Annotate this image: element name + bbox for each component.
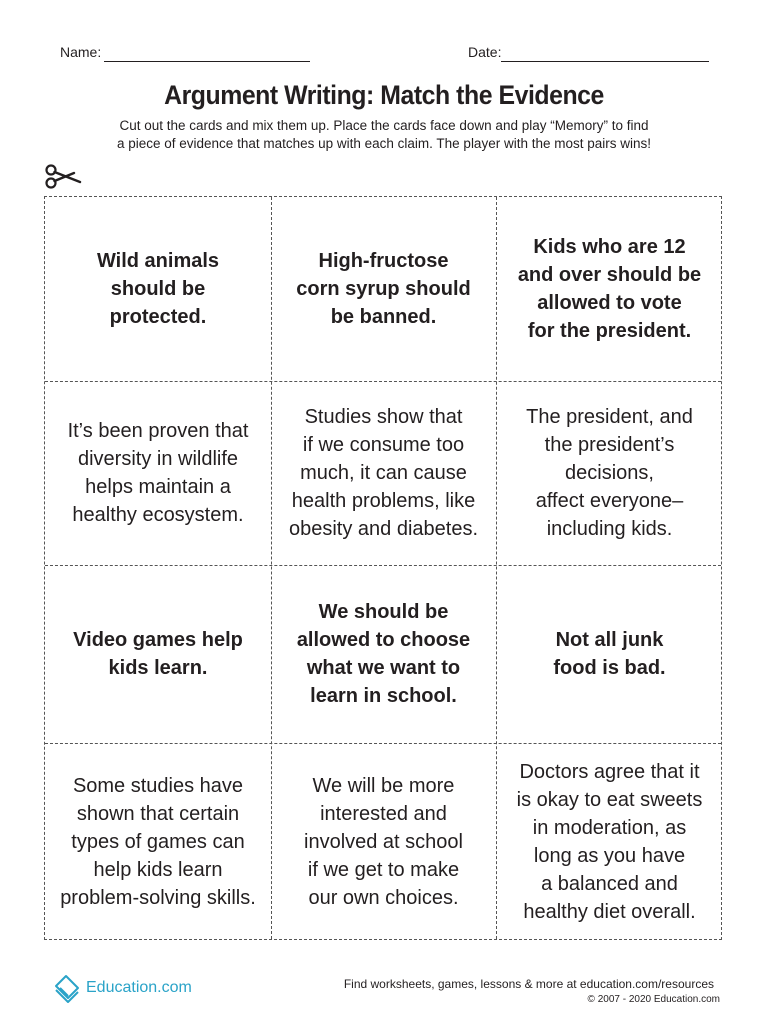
name-line[interactable] xyxy=(104,61,310,62)
education-logo-icon xyxy=(52,972,82,1004)
claim-card[interactable]: Not all junk food is bad. xyxy=(553,629,666,679)
card-grid xyxy=(44,196,722,940)
claim-card[interactable]: High-fructose corn syrup should be banned. xyxy=(296,250,471,328)
evidence-card[interactable]: It’s been proven that diversity in wildlife helps maintain a healthy ecosystem. xyxy=(67,420,249,526)
claim-card[interactable]: Kids who are 12 and over should be allowed to vote for the president. xyxy=(517,236,702,342)
name-label: Name: xyxy=(60,44,102,60)
date-label: Date: xyxy=(468,44,502,60)
instructions-line-2: a piece of evidence that matches up with each claim. The player with the most pairs wins! xyxy=(116,136,651,151)
evidence-card[interactable]: Some studies have shown that certain types of games can help kids learn problem-solving skills. xyxy=(60,775,256,909)
claim-card[interactable]: Wild animals should be protected. xyxy=(96,250,220,328)
instructions-line-1: Cut out the cards and mix them up. Place the cards face down and play “Memory” to find xyxy=(119,118,649,133)
evidence-card[interactable]: The president, and the president’s decisions, affect everyone– including kids. xyxy=(526,406,693,540)
worksheet-title: Argument Writing: Match the Evidence xyxy=(164,80,604,110)
logo-text: Education.com xyxy=(86,979,192,996)
date-line[interactable] xyxy=(501,61,709,62)
footer-copyright: © 2007 - 2020 Education.com xyxy=(587,994,720,1005)
claim-card[interactable]: We should be allowed to choose what we want to learn in school. xyxy=(296,601,471,707)
evidence-card[interactable]: Doctors agree that it is okay to eat sweets in moderation, as long as you have a balanced and healthy diet overall. xyxy=(516,761,703,923)
claim-card[interactable]: Video games help kids learn. xyxy=(73,629,243,679)
footer-tagline: Find worksheets, games, lessons & more at education.com/resources xyxy=(343,977,714,991)
instructions xyxy=(84,117,684,153)
evidence-card[interactable]: Studies show that if we consume too much, it can cause health problems, like obesity and diabetes. xyxy=(288,406,479,540)
education-com-logo[interactable] xyxy=(52,972,192,1004)
evidence-card[interactable]: We will be more interested and involved at school if we get to make our own choices. xyxy=(304,775,463,909)
scissors-icon xyxy=(44,162,84,190)
